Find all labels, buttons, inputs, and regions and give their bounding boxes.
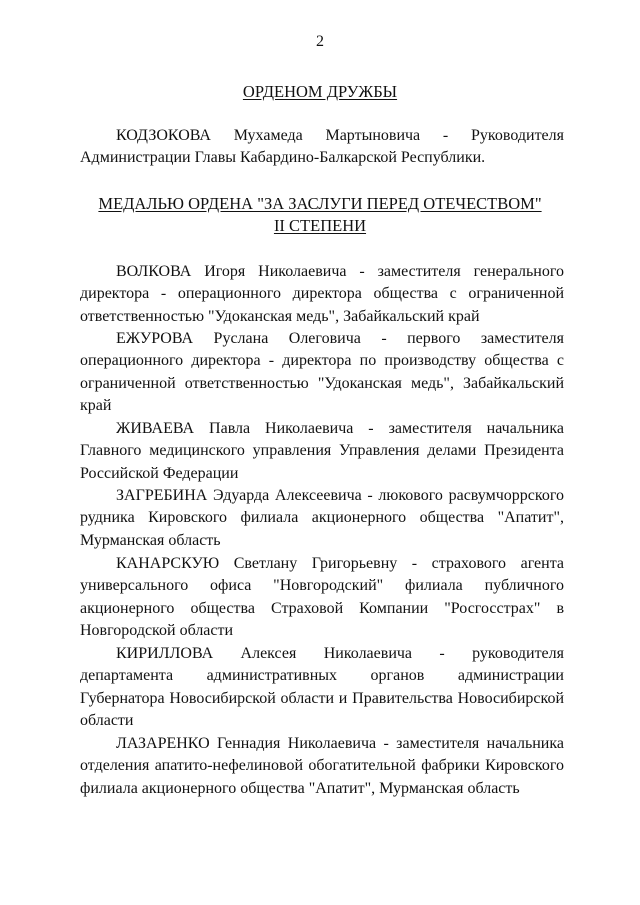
heading-line: ОРДЕНОМ ДРУЖБЫ (242, 82, 398, 101)
section-heading-medal-of-order (0, 193, 640, 237)
section-heading-order-of-friendship (0, 81, 640, 103)
heading-line: II СТЕПЕНИ (273, 216, 367, 235)
award-entry: КИРИЛЛОВА Алексея Николаевича - руководителя департамента административных органов администрации Губернатора Новосибирской области и Правительства Новосибирской области (80, 645, 564, 730)
heading-line: МЕДАЛЬЮ ОРДЕНА "ЗА ЗАСЛУГИ ПЕРЕД ОТЕЧЕСТВОМ" (98, 194, 542, 213)
award-entry: КОДЗОКОВА Мухамеда Мартыновича - Руководителя Администрации Главы Кабардино-Балкарской Республики. (80, 127, 564, 167)
award-entry: ЗАГРЕБИНА Эдуарда Алексеевича - люкового расвумчоррского рудника Кировского филиала акционерного общества "Апатит", Мурманская область (80, 487, 564, 549)
award-entry: КАНАРСКУЮ Светлану Григорьевну - страхового агента универсального офиса "Новгородский" филиала публичного акционерного общества Страховой Компании "Росгосстрах" в Новгородской области (80, 555, 564, 640)
award-entry: ЖИВАЕВА Павла Николаевича - заместителя начальника Главного медицинского управления Управления делами Президента Российской Федерации (80, 420, 564, 482)
award-entry: ВОЛКОВА Игоря Николаевича - заместителя генерального директора - операционного директора общества с ограниченной ответственностью "Удоканская медь", Забайкальский край (80, 263, 564, 325)
award-entry: ЛАЗАРЕНКО Геннадия Николаевича - заместителя начальника отделения апатито-нефелиновой обогатительной фабрики Кировского филиала акционерного общества "Апатит", Мурманская область (80, 735, 564, 797)
page-number: 2 (316, 33, 324, 50)
award-entry: ЕЖУРОВА Руслана Олеговича - первого заместителя операционного директора - директора по производству общества с ограниченной ответственностью "Удоканская медь", Забайкальский край (80, 330, 564, 415)
